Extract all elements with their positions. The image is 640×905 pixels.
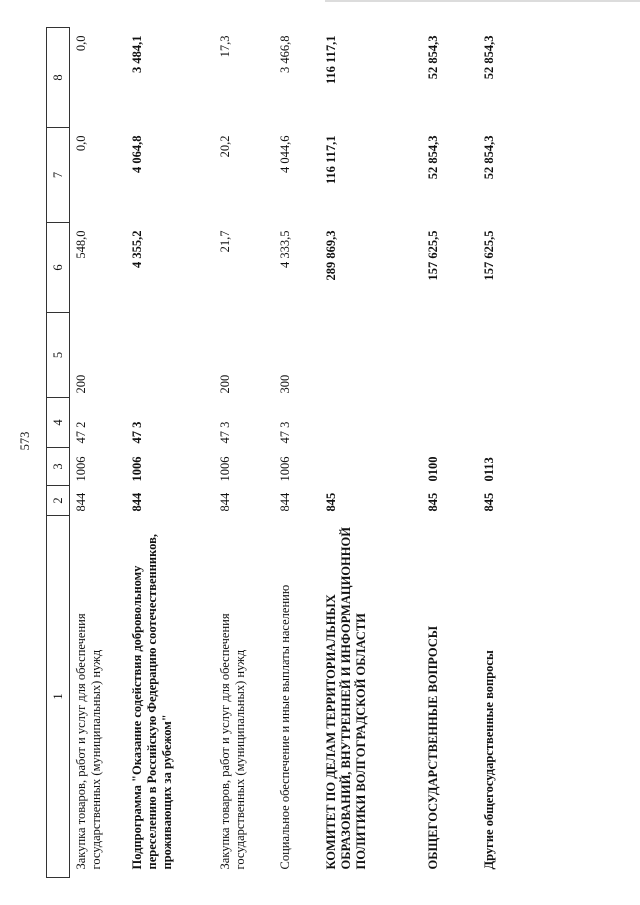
cell-target: [320, 398, 422, 448]
cell-ved: 844: [130, 492, 144, 512]
cell-amount-1: 548,0: [74, 230, 88, 259]
cell-target: 47 3: [218, 421, 232, 444]
header-cell-1: 1: [47, 516, 70, 878]
cell-section: 0113: [482, 457, 496, 482]
rotated-content: [0, 28, 640, 878]
cell-amount-2: 0,0: [74, 135, 88, 152]
cell-amount-2: 52 854,3: [482, 135, 496, 180]
table-row: [70, 28, 127, 878]
row-name: Другие общегосударственные вопросы: [482, 650, 496, 870]
cell-amount-1: 157 625,5: [426, 230, 440, 281]
page-number: 573: [18, 431, 32, 451]
cell-amount-3: 116 117,1: [324, 35, 338, 85]
cell-amount-2: 116 117,1: [324, 135, 338, 185]
row-name: Подпрограмма "Оказание содействия добровольному переселению в Российскую Федерацию соотечественников, проживающих за рубежом": [130, 534, 174, 870]
header-cell-8: 8: [47, 28, 70, 128]
cell-ved: 845: [426, 492, 440, 512]
table-row: [478, 28, 524, 878]
cell-amount-2: 52 854,3: [426, 135, 440, 180]
budget-table: [46, 27, 524, 878]
cell-target: 47 3: [130, 421, 144, 444]
cell-ved: 845: [482, 492, 496, 512]
cell-amount-1: 21,7: [218, 230, 232, 253]
row-name: ОБЩЕГОСУДАРСТВЕННЫЕ ВОПРОСЫ: [426, 626, 440, 870]
cell-amount-2: 20,2: [218, 135, 232, 158]
table-row: [422, 28, 478, 878]
cell-amount-3: 3 466,8: [278, 35, 292, 73]
cell-ved: 844: [74, 492, 88, 512]
cell-amount-3: 3 484,1: [130, 35, 144, 73]
top-divider: [325, 0, 640, 2]
cell-amount-1: 289 869,3: [324, 230, 338, 281]
cell-expense-type: 200: [74, 374, 88, 394]
cell-amount-2: 4 064,8: [130, 135, 144, 173]
cell-target: [478, 398, 524, 448]
header-cell-3: 3: [47, 448, 70, 486]
table-row: [126, 28, 214, 878]
cell-target: [422, 398, 478, 448]
cell-amount-1: 157 625,5: [482, 230, 496, 281]
cell-amount-3: 52 854,3: [426, 35, 440, 80]
header-cell-4: 4: [47, 398, 70, 448]
cell-expense-type: 300: [278, 374, 292, 394]
cell-amount-3: 52 854,3: [482, 35, 496, 80]
cell-section: 1006: [218, 456, 232, 482]
cell-amount-1: 4 355,2: [130, 230, 144, 268]
cell-target: 47 3: [278, 421, 292, 444]
cell-section: [320, 448, 422, 486]
row-name: КОМИТЕТ ПО ДЕЛАМ ТЕРРИТОРИАЛЬНЫХ ОБРАЗОВАНИЙ, ВНУТРЕННЕЙ И ИНФОРМАЦИОННОЙ ПОЛИТИКИ ВОЛГОГРАДСКОЙ ОБЛАСТИ: [324, 527, 368, 870]
cell-section: 1006: [278, 456, 292, 482]
cell-ved: 844: [218, 492, 232, 512]
header-cell-7: 7: [47, 128, 70, 223]
cell-section: 0100: [426, 456, 440, 482]
cell-ved: 844: [278, 492, 292, 512]
header-cell-5: 5: [47, 313, 70, 398]
cell-amount-1: 4 333,5: [278, 230, 292, 268]
table-header-row: [47, 28, 70, 878]
table-row: [214, 28, 274, 878]
header-cell-6: 6: [47, 223, 70, 313]
cell-section: 1006: [130, 456, 144, 482]
cell-section: 1006: [74, 456, 88, 482]
cell-expense-type: [126, 313, 214, 398]
cell-expense-type: [478, 313, 524, 398]
table-row: [274, 28, 320, 878]
row-name: Закупка товаров, работ и услуг для обеспечения государственных (муниципальных) нужд: [218, 613, 247, 870]
cell-amount-2: 4 044,6: [278, 135, 292, 173]
header-cell-2: 2: [47, 486, 70, 516]
cell-expense-type: [320, 313, 422, 398]
cell-ved: 845: [324, 492, 338, 512]
row-name: Социальное обеспечение и иные выплаты населению: [278, 584, 292, 870]
cell-amount-3: 0,0: [74, 35, 88, 52]
cell-amount-3: 17,3: [218, 35, 232, 58]
cell-expense-type: 200: [218, 374, 232, 394]
table-row: [320, 28, 422, 878]
cell-expense-type: [422, 313, 478, 398]
cell-target: 47 2: [74, 421, 88, 444]
row-name: Закупка товаров, работ и услуг для обеспечения государственных (муниципальных) нужд: [74, 613, 103, 870]
